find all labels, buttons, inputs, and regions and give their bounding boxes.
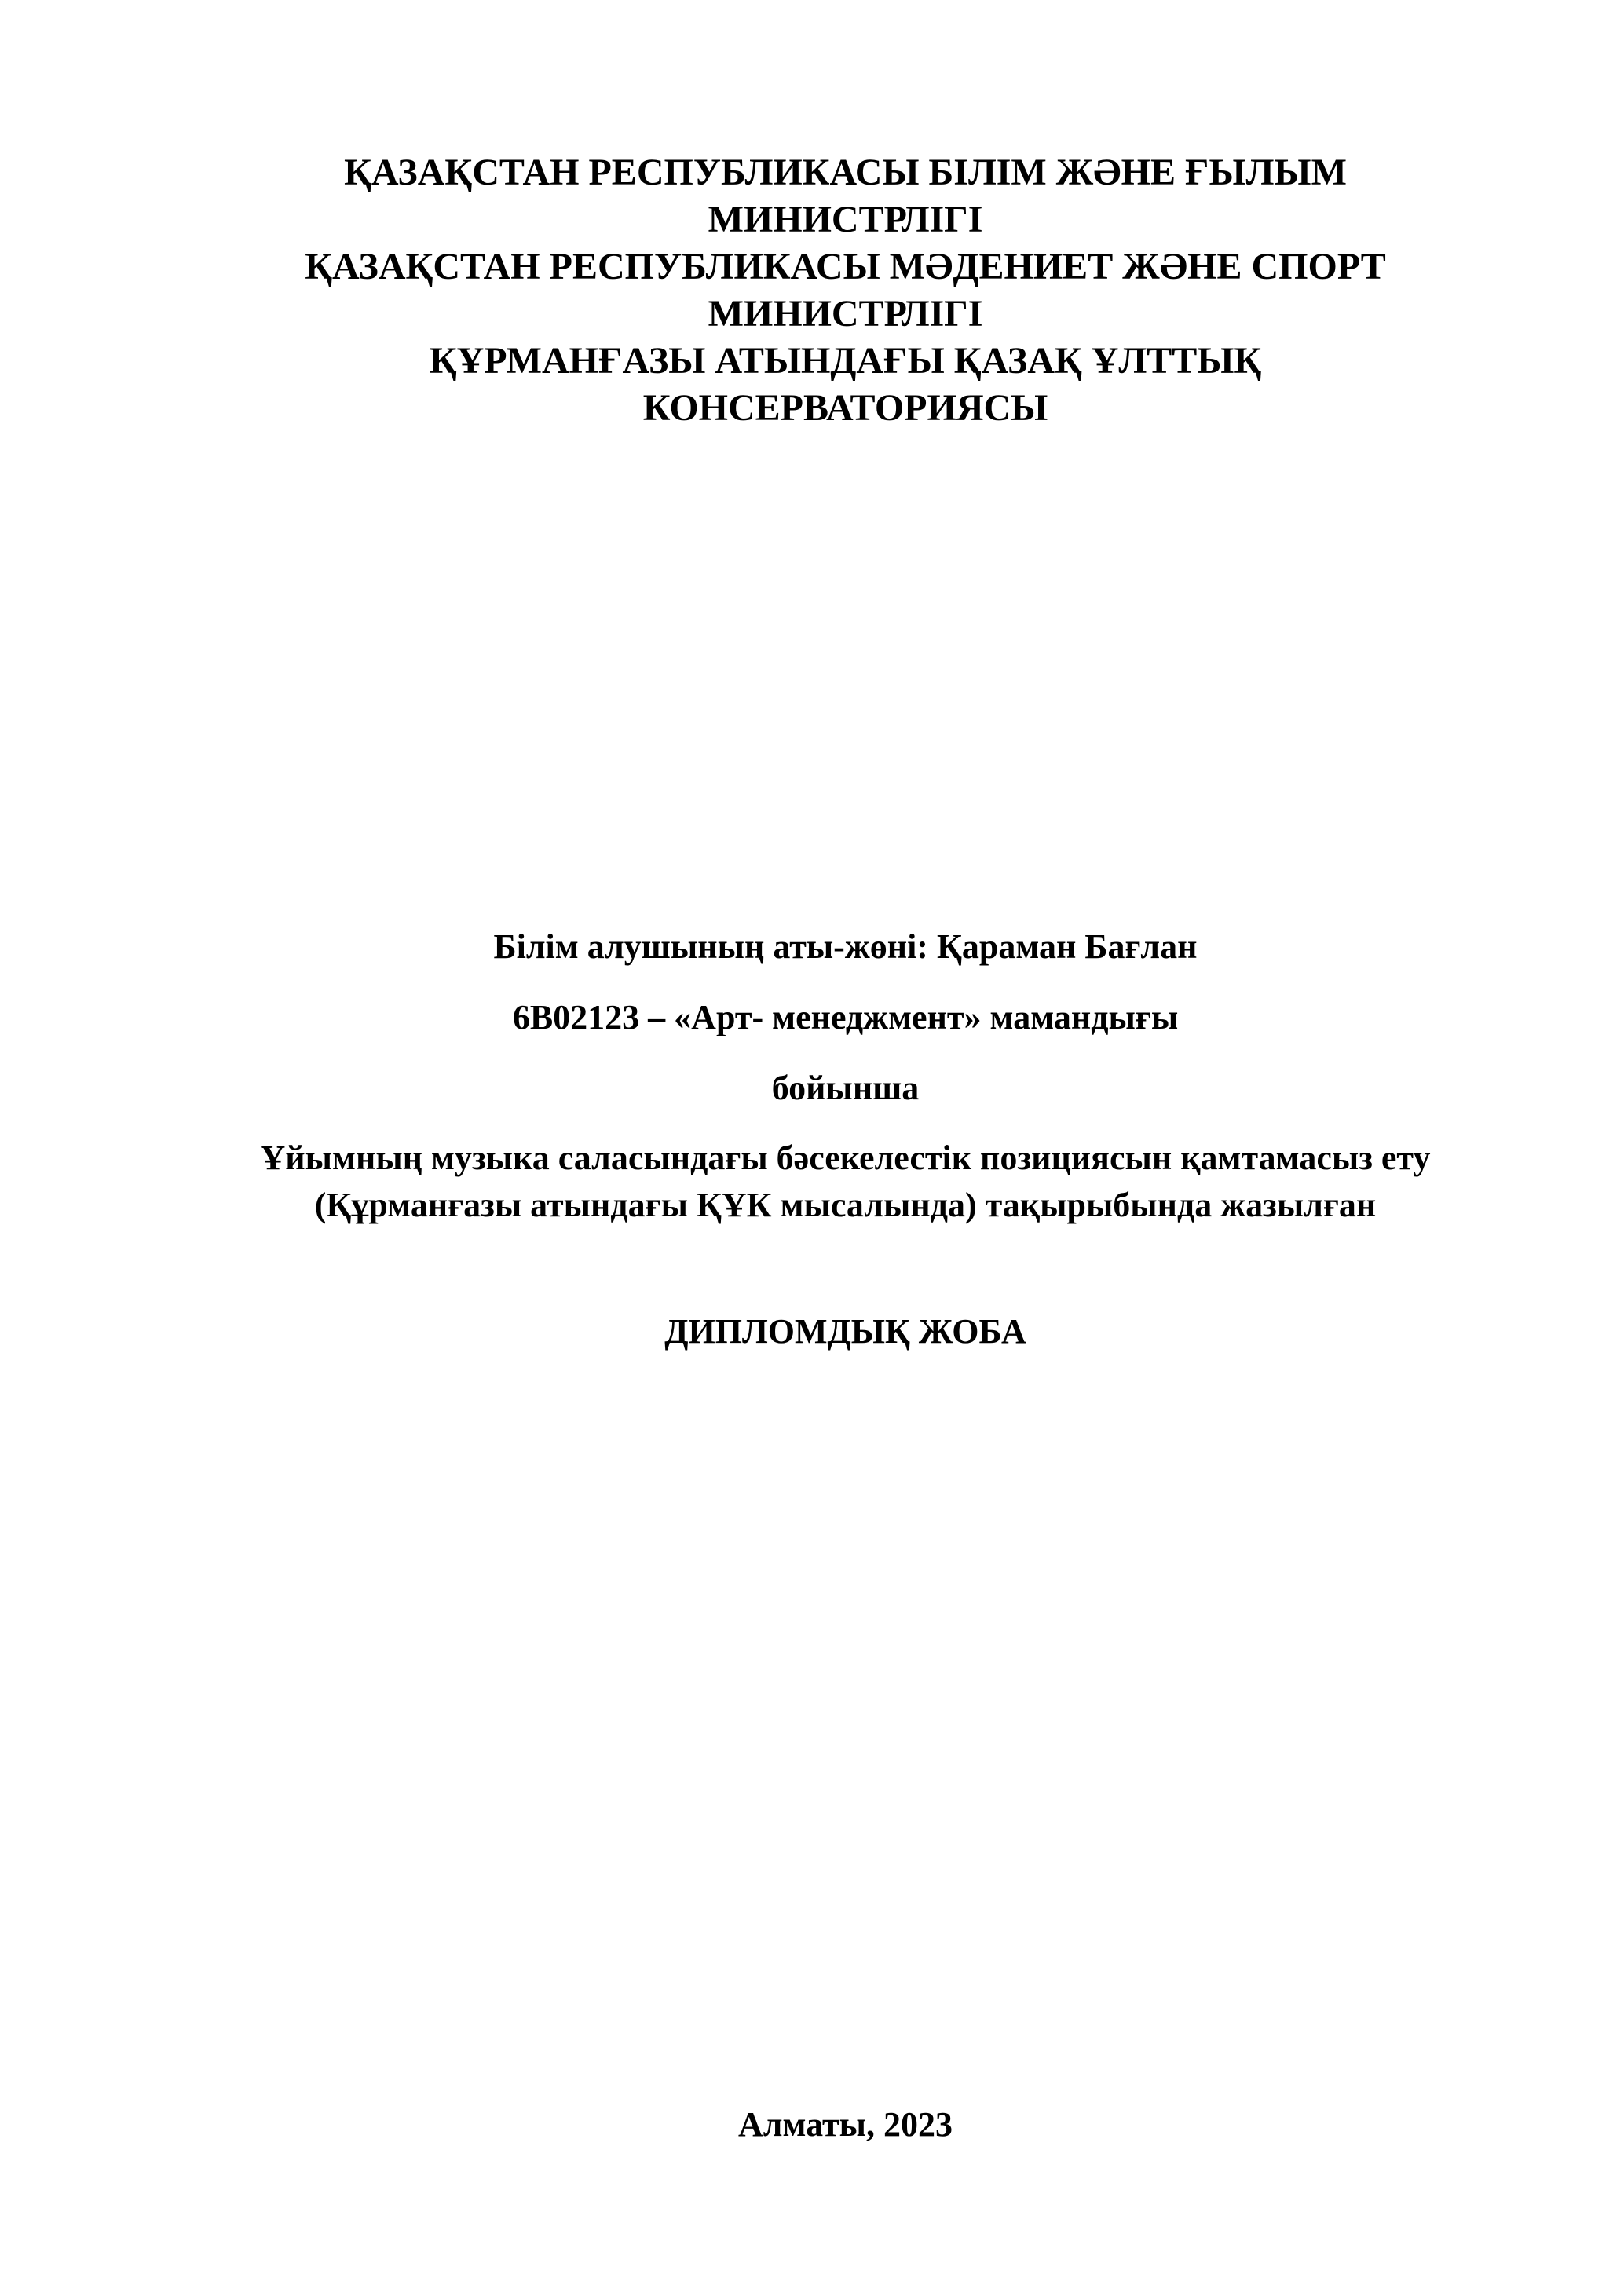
header-line-2: МИНИСТРЛІГІ	[708, 199, 983, 240]
header-line-4: МИНИСТРЛІГІ	[708, 293, 983, 335]
document-type: ДИПЛОМДЫҚ ЖОБА	[664, 1312, 1026, 1351]
header-line-5: ҚҰРМАНҒАЗЫ АТЫНДАҒЫ ҚАЗАҚ ҰЛТТЫҚ	[429, 340, 1262, 382]
topic-line-1: Ұйымның музыка саласындағы бәсекелестік позициясын қамтамасыз ету	[260, 1139, 1431, 1177]
topic-line-2: (Құрманғазы атындағы ҚҰК мысалында) тақырыбында жазылған	[314, 1186, 1377, 1224]
header-line-1: ҚАЗАҚСТАН РЕСПУБЛИКАСЫ БІЛІМ ЖӘНЕ ҒЫЛЫМ	[344, 152, 1347, 193]
thesis-topic	[67, 1135, 1624, 1229]
header-line-6: КОНСЕРВАТОРИЯСЫ	[642, 387, 1048, 429]
student-name: Білім алушының аты-жөні: Қараман Бағлан	[493, 927, 1198, 966]
place-year: Алматы, 2023	[738, 2105, 953, 2144]
specialty: 6В02123 – «Арт- менеджмент» мамандығы	[512, 998, 1179, 1036]
ministry-header	[67, 149, 1624, 432]
header-line-3: ҚАЗАҚСТАН РЕСПУБЛИКАСЫ МӘДЕНИЕТ ЖӘНЕ СПОРТ	[305, 246, 1386, 287]
by-label: бойынша	[771, 1069, 920, 1107]
